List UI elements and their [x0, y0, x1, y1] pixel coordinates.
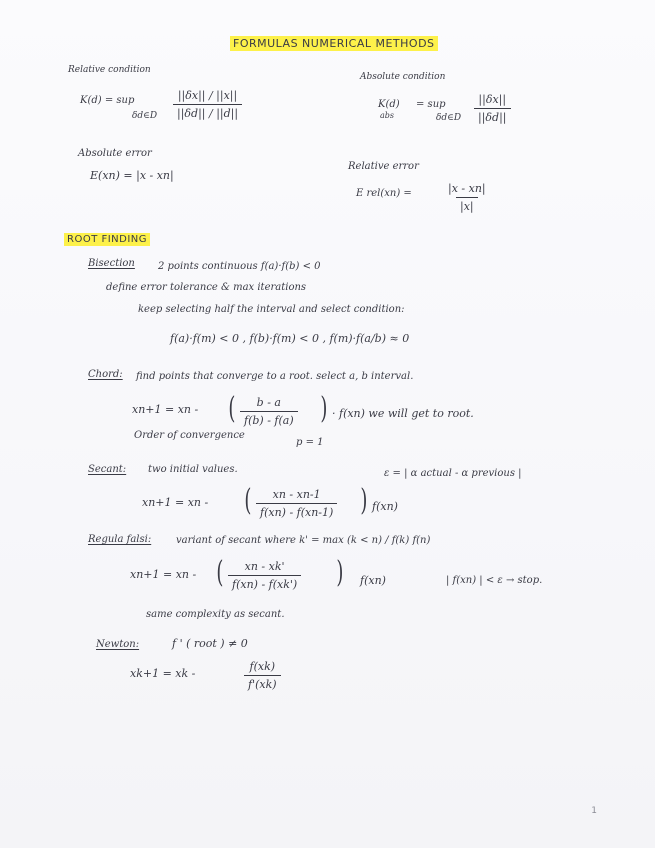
chord-order-value: p = 1	[296, 437, 324, 448]
relative-error-numerator: |x - xn|	[448, 182, 486, 195]
relative-condition-lhs: K(d) = sup	[80, 95, 135, 106]
newton-denominator: f'(xk)	[244, 675, 281, 691]
page-number: 1	[591, 806, 597, 816]
secant-fraction	[256, 488, 337, 519]
regula-falsi-open-paren: (	[216, 555, 224, 590]
chord-fraction	[240, 396, 298, 427]
relative-error-fraction	[444, 182, 490, 213]
relative-error-denominator: |x|	[456, 197, 478, 213]
bisection-label: Bisection	[88, 258, 135, 269]
chord-order-text: Order of convergence	[134, 430, 245, 441]
regula-falsi-denominator: f(xn) - f(xk')	[228, 575, 301, 591]
regula-falsi-numerator: xn - xk'	[244, 560, 285, 573]
relative-error-heading: Relative error	[348, 161, 419, 172]
secant-formula-rhs: f(xn)	[372, 500, 398, 513]
secant-numerator: xn - xn-1	[272, 488, 321, 501]
absolute-condition-numerator: ||δx||	[478, 93, 507, 106]
absolute-condition-abs: abs	[380, 111, 394, 120]
newton-label: Newton:	[96, 639, 140, 650]
newton-numerator: f(xk)	[249, 660, 276, 673]
absolute-condition-fraction	[474, 93, 511, 124]
bisection-line-1: 2 points continuous f(a)·f(b) < 0	[158, 261, 321, 272]
secant-formula-lhs: xn+1 = xn -	[142, 496, 209, 509]
page-title: FORMULAS NUMERICAL METHODS	[230, 38, 438, 49]
chord-close-paren: )	[320, 391, 328, 426]
bisection-line-3: keep selecting half the interval and select condition:	[138, 304, 405, 315]
relative-condition-fraction	[173, 89, 242, 120]
chord-label: Chord:	[88, 369, 123, 380]
regula-falsi-formula-lhs: xn+1 = xn -	[130, 568, 197, 581]
chord-numerator: b - a	[256, 396, 281, 409]
regula-falsi-stop: | f(xn) | < ε → stop.	[446, 575, 543, 586]
secant-epsilon: ε = | α actual - α previous |	[384, 468, 522, 479]
absolute-error-heading: Absolute error	[78, 148, 152, 159]
newton-formula-lhs: xk+1 = xk -	[130, 667, 196, 680]
regula-falsi-label: Regula falsi:	[88, 534, 152, 545]
absolute-error-formula: E(xn) = |x - xn|	[90, 169, 174, 182]
regula-falsi-formula-rhs: f(xn)	[360, 574, 386, 587]
chord-formula-rhs: · f(xn) we will get to root.	[332, 407, 474, 420]
root-finding-heading: ROOT FINDING	[64, 235, 150, 245]
absolute-condition-sub: δd∈D	[436, 113, 462, 123]
bisection-line-2: define error tolerance & max iterations	[106, 282, 307, 293]
relative-condition-denominator: ||δd|| / ||d||	[173, 104, 242, 120]
relative-condition-sub: δd∈D	[132, 111, 158, 121]
regula-falsi-line-1: variant of secant where k' = max (k < n) / f(k) f(n)	[176, 535, 431, 546]
relative-condition-numerator: ||δx|| / ||x||	[177, 89, 238, 102]
secant-line-1: two initial values.	[148, 464, 238, 475]
absolute-condition-denominator: ||δd||	[474, 108, 511, 124]
bisection-line-4: f(a)·f(m) < 0 , f(b)·f(m) < 0 , f(m)·f(a/b) ≈ 0	[170, 332, 410, 345]
secant-denominator: f(xn) - f(xn-1)	[256, 503, 337, 519]
newton-condition: f ' ( root ) ≠ 0	[172, 637, 248, 650]
secant-close-paren: )	[360, 483, 368, 518]
chord-denominator: f(b) - f(a)	[240, 411, 298, 427]
chord-open-paren: (	[228, 391, 236, 426]
regula-falsi-fraction	[228, 560, 301, 591]
absolute-condition-eq: = sup	[416, 99, 446, 110]
relative-error-lhs: E rel(xn) =	[356, 188, 412, 199]
secant-label: Secant:	[88, 464, 127, 475]
secant-open-paren: (	[244, 483, 252, 518]
absolute-condition-heading: Absolute condition	[360, 72, 446, 82]
regula-falsi-close-paren: )	[336, 555, 344, 590]
absolute-condition-lhs: K(d)	[378, 99, 400, 110]
regula-falsi-note: same complexity as secant.	[146, 609, 285, 620]
newton-fraction	[244, 660, 281, 691]
relative-condition-heading: Relative condition	[68, 65, 151, 75]
chord-formula-lhs: xn+1 = xn -	[132, 403, 199, 416]
chord-line-1: find points that converge to a root. select a, b interval.	[136, 371, 414, 382]
